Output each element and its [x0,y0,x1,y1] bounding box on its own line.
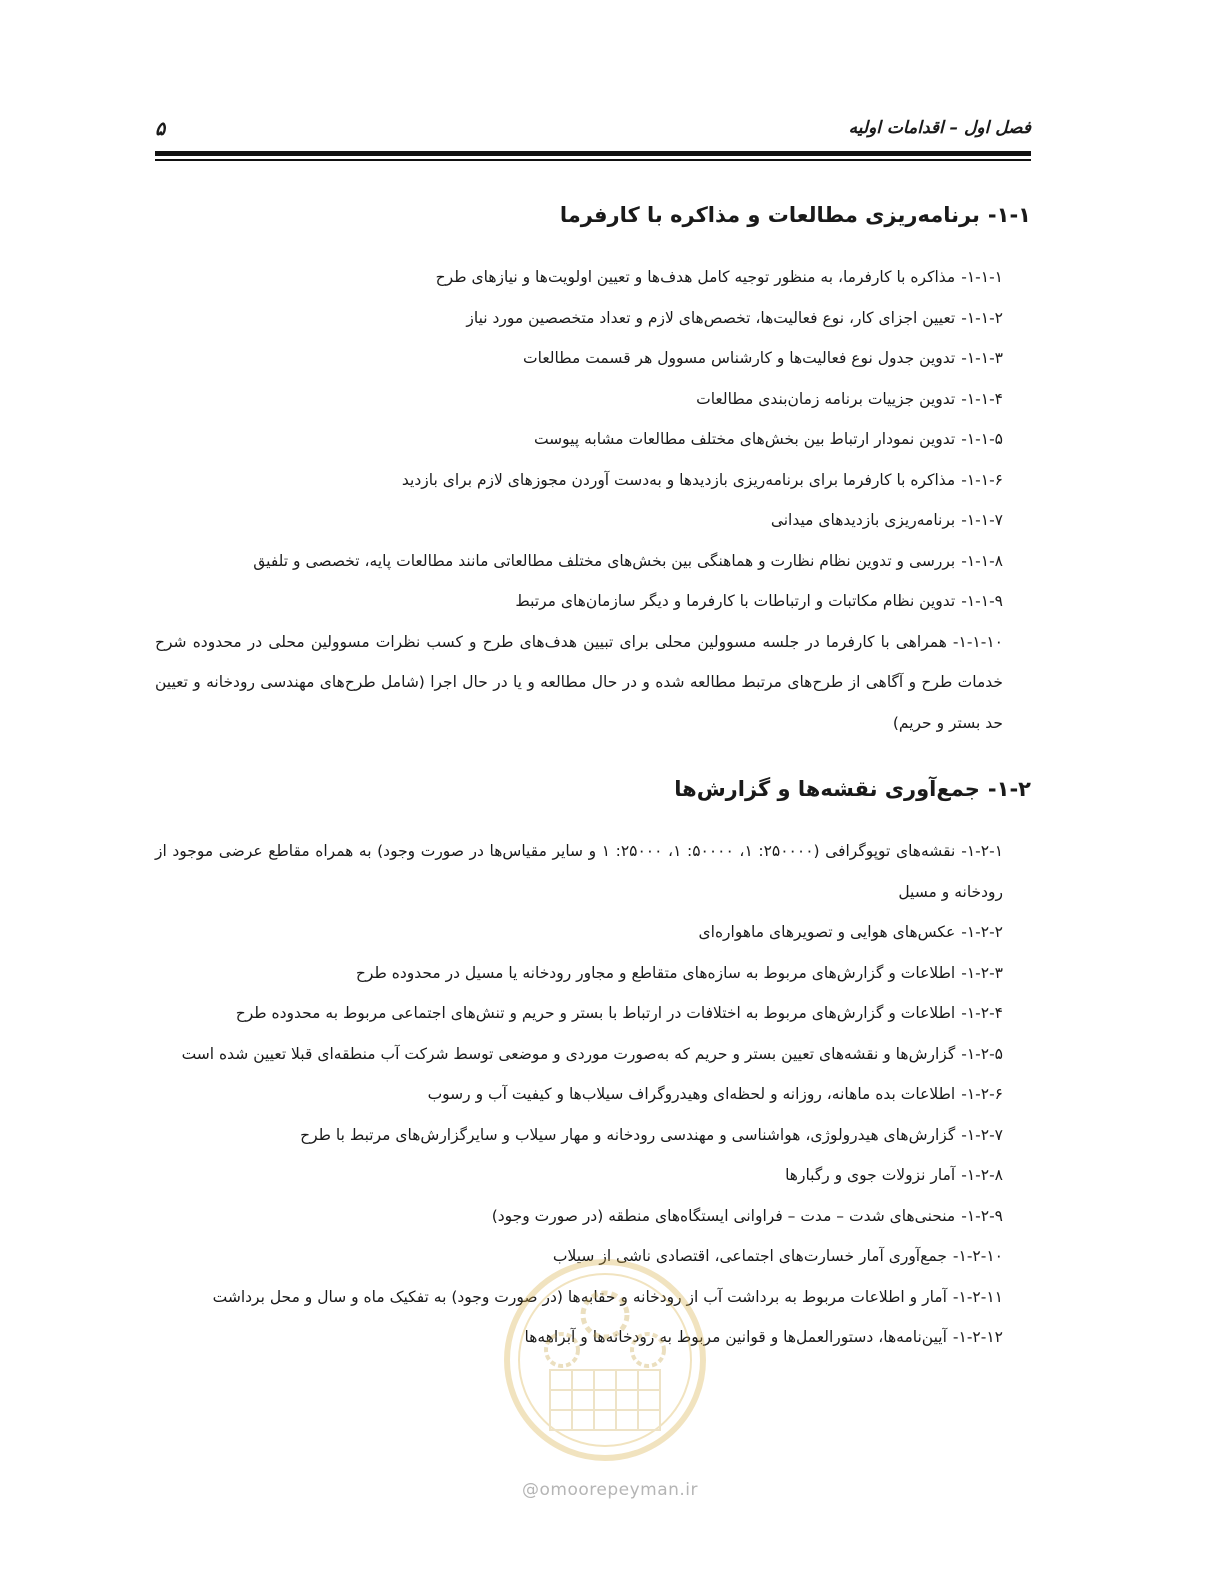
header-rule-thin [155,159,1031,161]
item-number: ۱-۲-۱- [961,842,1004,860]
list-item [155,831,1003,912]
item-text: بررسی و تدوین نظام نظارت و هماهنگی بین بخش‌های مختلف مطالعاتی مانند مطالعات پایه، تخصصی و تلفیق [253,551,956,570]
watermark-site-text [510,1480,710,1500]
list-item [155,1196,1003,1237]
section-heading [155,769,1031,809]
watermark-seal-icon [500,1255,710,1465]
header-rule-thick [155,151,1031,156]
item-number: ۱-۱-۲- [961,308,1003,327]
section-number: ۱-۲- [987,777,1031,801]
item-number: ۱-۱-۶- [961,470,1003,489]
list-item [155,500,1003,541]
item-number: ۱-۲-۱۰- [952,1247,1003,1265]
list-item [155,298,1003,339]
item-number: ۱-۱-۹- [961,592,1003,610]
item-number: ۱-۱-۷- [961,511,1003,529]
item-text: اطلاعات و گزارش‌های مربوط به اختلافات در ارتباط با بستر و حریم و تنش‌های اجتماعی مربوط به محدوده طرح [235,1004,956,1022]
watermark-site: omoorepeyman.ir [539,1480,699,1500]
item-text: تدوین نظام مکاتبات و ارتباطات با کارفرما و دیگر سازمان‌های مرتبط [515,592,956,610]
item-text: آیین‌نامه‌ها، دستورالعمل‌ها و قوانین مربوط به رودخانه‌ها و آبراهه‌ها [524,1328,947,1346]
page-body [155,195,1031,1358]
list-item [155,1115,1003,1156]
item-number: ۱-۲-۷- [961,1125,1003,1144]
list-item [155,622,1003,744]
item-text: مذاکره با کارفرما برای برنامه‌ریزی بازدیدها و به‌دست آوردن مجوزهای لازم برای بازدید [401,470,956,489]
item-number: ۱-۲-۸- [961,1166,1003,1184]
chapter-title: فصل اول – اقدامات اولیه [848,118,1031,138]
list-item [155,993,1003,1034]
item-text: آمار نزولات جوی و رگبارها [785,1166,956,1184]
item-number: ۱-۲-۱۲- [952,1328,1003,1346]
item-text: تدوین نمودار ارتباط بین بخش‌های مختلف مطالعات مشابه پیوست [533,430,956,448]
page-number: ۵ [155,118,166,140]
list-item [155,460,1003,501]
item-number: ۱-۲-۲- [961,923,1003,941]
section-planning [155,195,1031,743]
item-number: ۱-۲-۳- [961,963,1003,982]
item-number: ۱-۲-۶- [961,1085,1003,1103]
item-number: ۱-۲-۹- [961,1206,1003,1225]
item-text: گزارش‌های هیدرولوژی، هواشناسی و مهندسی رودخانه و مهار سیلاب و سایرگزارش‌های مرتبط با طرح [300,1125,956,1144]
item-text: مذاکره با کارفرما، به منظور توجیه کامل هدف‌ها و تعیین اولویت‌ها و نیازهای طرح [435,268,956,286]
watermark-seal-graphic [500,1255,710,1465]
list-item [155,912,1003,953]
section-title: جمع‌آوری نقشه‌ها و گزارش‌ها [674,777,980,801]
item-text: جمع‌آوری آمار خسارت‌های اجتماعی، اقتصادی ناشی از سیلاب [552,1247,947,1265]
section-heading [155,195,1031,235]
item-number: ۱-۲-۱۱- [952,1287,1003,1306]
list-item [155,419,1003,460]
list-item [155,338,1003,379]
list-item [155,581,1003,622]
item-number: ۱-۱-۳- [961,349,1003,367]
list-item [155,379,1003,420]
running-header [155,118,1031,148]
item-text: برنامه‌ریزی بازدیدهای میدانی [770,511,956,529]
item-number: ۱-۱-۱۰- [952,632,1003,651]
item-number: ۱-۲-۴- [961,1004,1003,1022]
list-item [155,953,1003,994]
item-text: همراهی با کارفرما در جلسه مسوولین محلی برای تبیین هدف‌های طرح و کسب نظرات مسوولین محلی در محدوده شرح خدمات طرح و آگاهی از طرح‌های مرتبط مطالعه شده و در حال مطالعه و یا در حال اجرا (شامل طرح‌های مهندسی رودخانه و تعیین حد بستر و حریم) [155,632,1003,732]
item-text: منحنی‌های شدت – مدت – فراوانی ایستگاه‌های منطقه (در صورت وجود) [491,1206,956,1225]
item-number: ۱-۲-۵- [961,1044,1003,1063]
item-number: ۱-۱-۵- [961,430,1003,448]
item-number: ۱-۱-۴- [961,389,1003,408]
list-item [155,257,1003,298]
item-text: آمار و اطلاعات مربوط به برداشت آب از رودخانه و حقابه‌ها (در صورت وجود) به تفکیک ماه و سال و محل برداشت [212,1287,947,1306]
item-text: تدوین جزییات برنامه زمان‌بندی مطالعات [696,389,956,408]
at-icon: @ [521,1480,540,1500]
list-item [155,1034,1003,1075]
list-item [155,1074,1003,1115]
section-title: برنامه‌ریزی مطالعات و مذاکره با کارفرما [559,203,980,227]
item-number: ۱-۱-۱- [961,268,1003,286]
item-text: اطلاعات بده ماهانه، روزانه و لحظه‌ای وهیدروگراف سیلاب‌ها و کیفیت آب و رسوب [427,1085,956,1103]
item-text: تدوین جدول نوع فعالیت‌ها و کارشناس مسوول هر قسمت مطالعات [523,349,956,367]
item-text: اطلاعات و گزارش‌های مربوط به سازه‌های متقاطع و مجاور رودخانه یا مسیل در محدوده طرح [355,963,956,982]
item-number: ۱-۱-۸- [961,551,1003,570]
item-text: نقشه‌های توپوگرافی (۲۵۰۰۰۰: ۱، ۵۰۰۰۰: ۱، ۲۵۰۰۰: ۱ و سایر مقیاس‌ها در صورت وجود) به همراه مقاطع عرضی موجود از رودخانه و مسیل [155,842,1003,901]
item-text: عکس‌های هوایی و تصویرهای ماهواره‌ای [698,923,956,941]
item-text: تعیین اجزای کار، نوع فعالیت‌ها، تخصص‌های لازم و تعداد متخصصین مورد نیاز [466,308,956,327]
section-number: ۱-۱- [987,203,1031,227]
item-text: گزارش‌ها و نقشه‌های تعیین بستر و حریم که به‌صورت موردی و موضعی توسط شرکت آب منطقه‌ای قبلا تعیین شده است [181,1044,956,1063]
list-item [155,541,1003,582]
list-item [155,1155,1003,1196]
